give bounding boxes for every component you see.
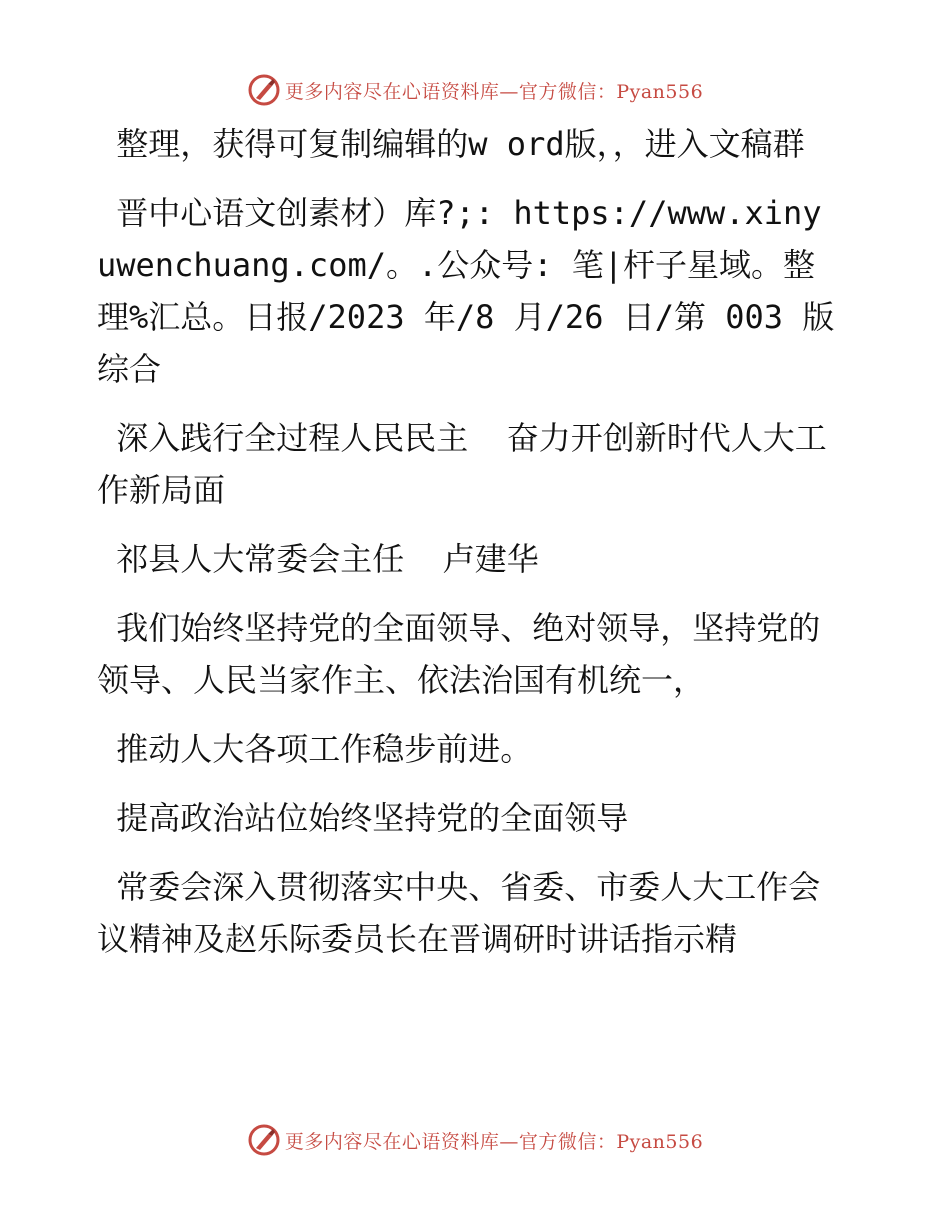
paragraph-1: 整理，获得可复制编辑的w ord版，，进入文稿群: [97, 125, 805, 163]
article-author: 祁县人大常委会主任 卢建华: [97, 540, 539, 578]
paragraph-8: 常委会深入贯彻落实中央、省委、市委人大工作会议精神及赵乐际委员长在晋调研时讲话指示精: [97, 868, 821, 958]
paragraph-2: 晋中心语文创素材）库?;: https://www.xinyuwenchuang.com/。.公众号: 笔|杆子星域。整理%汇总。日报/2023 年/8 月/26 日/第 003 版综合: [97, 194, 835, 388]
footer-banner-text: 更多内容尽在心语资料库—官方微信：Pyan556: [284, 1130, 704, 1153]
section-heading: 提高政治站位始终坚持党的全面领导: [97, 799, 629, 837]
paragraph-6: 推动人大各项工作稳步前进。: [97, 730, 533, 768]
paragraph-5: 我们始终坚持党的全面领导、绝对领导，坚持党的领导、人民当家作主、依法治国有机统一，: [97, 609, 821, 699]
footer-banner: [0, 1120, 950, 1160]
article-title: 深入践行全过程人民民主 奋力开创新时代人大工作新局面: [97, 419, 827, 509]
pen-circle-logo-icon: [247, 73, 281, 107]
document-body: [97, 118, 837, 982]
header-banner: [0, 70, 950, 110]
header-banner-text: 更多内容尽在心语资料库—官方微信：Pyan556: [284, 80, 704, 103]
pen-circle-logo-icon: [247, 1123, 281, 1157]
